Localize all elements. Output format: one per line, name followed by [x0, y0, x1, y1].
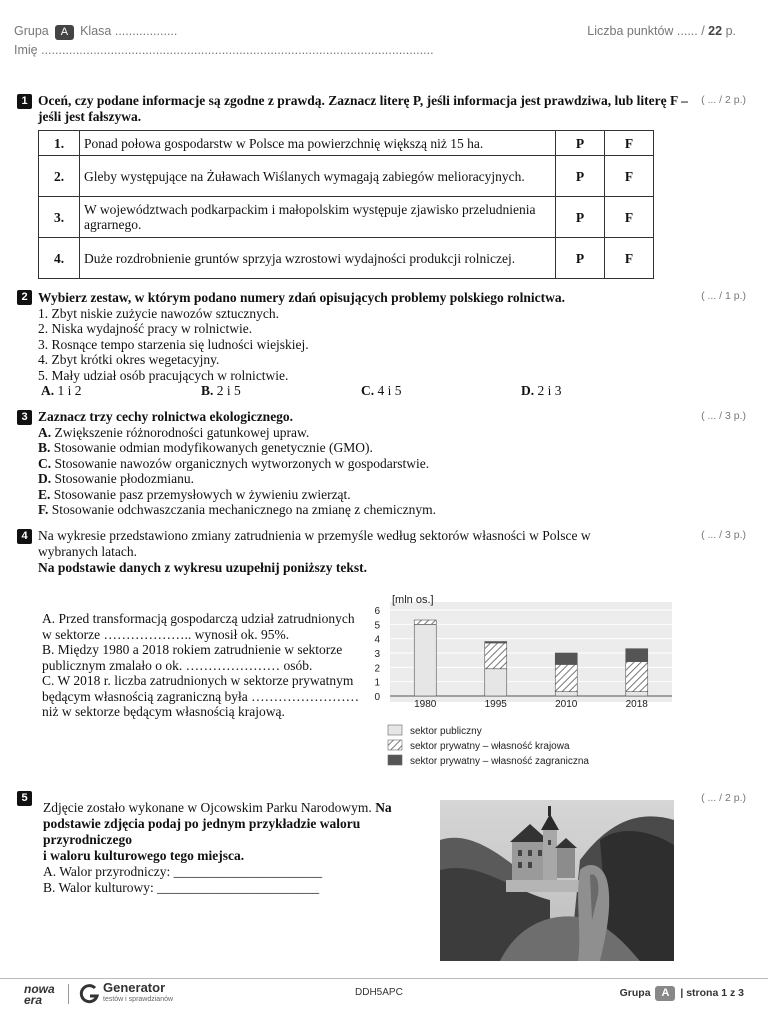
answer-line-a[interactable]: A. Walor przyrodniczy: ______________________: [43, 864, 323, 879]
header-points: Liczba punktów ...... / 22 p.: [587, 24, 736, 38]
answer-p[interactable]: P: [556, 131, 605, 156]
legend-label-foreign: sektor prywatny – własność zagraniczna: [410, 756, 589, 767]
document-code: DDH5APC: [355, 987, 403, 998]
paragraph-a: A. Przed transformacją gospodarczą udział zatrudnionych w sektorze ……………….. wynosił ok. 95%.: [42, 611, 355, 642]
list-item: 3. Rosnące tempo starzenia się ludności wiejskiej.: [38, 336, 309, 352]
answer-options: [41, 383, 688, 399]
option-c[interactable]: C. 4 i 5: [361, 383, 402, 398]
answer-line-b[interactable]: B. Walor kulturowy: ________________________: [43, 880, 320, 895]
question-5-points: ( ... / 2 p.): [701, 792, 746, 804]
option-b[interactable]: B. Stosowanie odmian modyfikowanych genetycznie (GMO).: [38, 440, 373, 455]
question-2-points: ( ... / 1 p.): [701, 290, 746, 302]
legend-swatch-domestic: [388, 740, 402, 750]
option-d[interactable]: D. 2 i 3: [521, 383, 562, 398]
legend-swatch-foreign: [388, 755, 402, 765]
paragraph-c: C. W 2018 r. liczba zatrudnionych w sektorze prywatnym będącym własnością zagraniczną była …………………… niż w sektorze będącym własnością krajową.: [42, 673, 360, 719]
x-tick-label: 1980: [414, 699, 437, 710]
y-tick-label: 2: [374, 663, 380, 675]
question-1-number: 1: [17, 94, 32, 109]
option-a[interactable]: A. Zwiększenie różnorodności gatunkowej upraw.: [38, 424, 310, 440]
true-false-table: [38, 130, 654, 279]
chart-y-axis-label: [mln os.]: [392, 594, 434, 606]
option-b[interactable]: B. 2 i 5: [201, 383, 241, 398]
question-3-points: ( ... / 3 p.): [701, 410, 746, 422]
option-d[interactable]: D. Stosowanie płodozmianu.: [38, 471, 194, 486]
answer-f[interactable]: F: [605, 131, 654, 156]
chart-legend: [388, 725, 589, 767]
y-tick-label: 4: [374, 634, 380, 646]
bar-1980-series-1: [414, 620, 436, 624]
bar-1980-series-0: [414, 624, 436, 696]
bar-1995-series-2: [485, 642, 507, 643]
question-5-text: Zdjęcie zostało wykonane w Ojcowskim Parku Narodowym. Na podstawie zdjęcia podaj po jednym przykładzie waloru przyrodniczego i waloru kulturowego tego miejsca. A. Walor przyrodniczy: ______________________ B. Walor kulturowy: ________________________: [43, 800, 423, 896]
generator-logo-icon: [78, 983, 100, 1005]
question-5-number: 5: [17, 791, 32, 806]
nowa-era-logo: nowa era: [24, 982, 55, 1007]
option-f[interactable]: F. Stosowanie odchwaszczania mechanicznego na zmianę z chemicznym.: [38, 502, 436, 517]
y-tick-label: 1: [374, 677, 380, 689]
bar-2018-series-0: [626, 692, 648, 696]
x-tick-label: 2018: [625, 699, 648, 710]
footer-divider: [0, 978, 768, 979]
list-item: 4. Zbyt krótki okres wegetacyjny.: [38, 352, 220, 367]
question-2-text: Wybierz zestaw, w którym podano numery zdań opisujących problemy polskiego rolnictwa. 1. Zbyt niskie zużycie nawozów sztucznych. 2. Niska wydajność pracy w rolnictwie. 3. Rosnące tempo starzenia się ludności wiejskiej. 4. Zbyt krótki okres wegetacyjny. 5. Mały udział osób pracujących w rolnictwie. A. 1 i 2 B. 2 i 5 C. 4 i 5 D. 2 i 3: [38, 290, 688, 399]
y-tick-label: 5: [374, 620, 380, 632]
legend-label-public: sektor publiczny: [410, 726, 482, 737]
x-tick-label: 1995: [484, 699, 507, 710]
question-4-fill-text: [42, 611, 367, 720]
question-2-number: 2: [17, 290, 32, 305]
group-badge: A: [55, 25, 74, 40]
bar-1995-series-1: [485, 643, 507, 669]
list-item: 1. Zbyt niskie zużycie nawozów sztucznych.: [38, 305, 280, 321]
answer-f[interactable]: F: [605, 156, 654, 197]
bar-1995-series-0: [485, 669, 507, 696]
generator-logo: Generator testów i sprawdzianów: [103, 980, 174, 1003]
table-row: 2. Gleby występujące na Żuławach Wiślanych wymagają zabiegów melioracyjnych. P F: [39, 156, 654, 197]
employment-chart: [368, 588, 680, 773]
list-item: 5. Mały udział osób pracujących w rolnictwie.: [38, 367, 289, 383]
bar-2010-series-0: [555, 692, 577, 696]
header-name: Imię .................................................................................................................: [14, 43, 434, 57]
list-item: 2. Niska wydajność pracy w rolnictwie.: [38, 321, 253, 336]
footer-page-info: Grupa A | strona 1 z 3: [619, 987, 744, 999]
question-4-text: Na wykresie przedstawiono zmiany zatrudnienia w przemyśle według sektorów własności w Polsce w wybranych latach. Na podstawie danych z wykresu uzupełnij poniższy tekst.: [38, 528, 591, 575]
question-3-text: Zaznacz trzy cechy rolnictwa ekologicznego. A. Zwiększenie różnorodności gatunkowej upraw. B. Stosowanie odmian modyfikowanych genetycznie (GMO). C. Stosowanie nawozów organicznych wytworzonych w gospodarstwie. D. Stosowanie płodozmianu. E. Stosowanie pasz przemysłowych w żywieniu zwierząt. F. Stosowanie odchwaszczania mechanicznego na zmianę z chemicznym.: [38, 409, 688, 518]
legend-label-domestic: sektor prywatny – własność krajowa: [410, 741, 570, 752]
bar-2010-series-2: [555, 653, 577, 664]
legend-swatch-public: [388, 725, 402, 735]
question-4-points: ( ... / 3 p.): [701, 529, 746, 541]
answer-f[interactable]: F: [605, 197, 654, 238]
answer-p[interactable]: P: [556, 156, 605, 197]
y-tick-label: 0: [374, 692, 380, 703]
question-4-number: 4: [17, 529, 32, 544]
paragraph-b: B. Między 1980 a 2018 rokiem zatrudnienie w sektorze publicznym zmalało o ok. ………………… osób.: [42, 642, 343, 673]
question-1-text: Oceń, czy podane informacje są zgodne z prawdą. Zaznacz literę P, jeśli informacja jest prawdziwa, lub literę F – jeśli jest fałszywa.: [38, 93, 688, 124]
question-3-number: 3: [17, 410, 32, 425]
option-a[interactable]: A. 1 i 2: [41, 383, 82, 398]
table-row: 3. W województwach podkarpackim i małopolskim występuje zjawisko przeludnienia agrarnego. P F: [39, 197, 654, 238]
ojcow-park-photo: [440, 800, 674, 961]
header-group: Grupa A Klasa ..................: [14, 24, 178, 38]
option-e[interactable]: E. Stosowanie pasz przemysłowych w żywieniu zwierząt.: [38, 486, 351, 502]
y-tick-label: 6: [374, 606, 380, 617]
answer-p[interactable]: P: [556, 238, 605, 279]
answer-f[interactable]: F: [605, 238, 654, 279]
bar-2018-series-1: [626, 662, 648, 692]
table-row: 1. Ponad połowa gospodarstw w Polsce ma powierzchnię większą niż 15 ha. P F: [39, 131, 654, 156]
option-c[interactable]: C. Stosowanie nawozów organicznych wytworzonych w gospodarstwie.: [38, 455, 430, 471]
y-tick-label: 3: [374, 649, 380, 660]
table-row: 4. Duże rozdrobnienie gruntów sprzyja wzrostowi wydajności produkcji rolniczej. P F: [39, 238, 654, 279]
bar-2018-series-2: [626, 649, 648, 662]
bar-2010-series-1: [555, 664, 577, 691]
footer-separator: [68, 984, 69, 1004]
x-tick-label: 2010: [555, 699, 578, 710]
question-1-points: ( ... / 2 p.): [701, 94, 746, 106]
answer-p[interactable]: P: [556, 197, 605, 238]
chart-y-ticks: [374, 606, 380, 703]
footer-group-badge: A: [655, 986, 675, 1001]
